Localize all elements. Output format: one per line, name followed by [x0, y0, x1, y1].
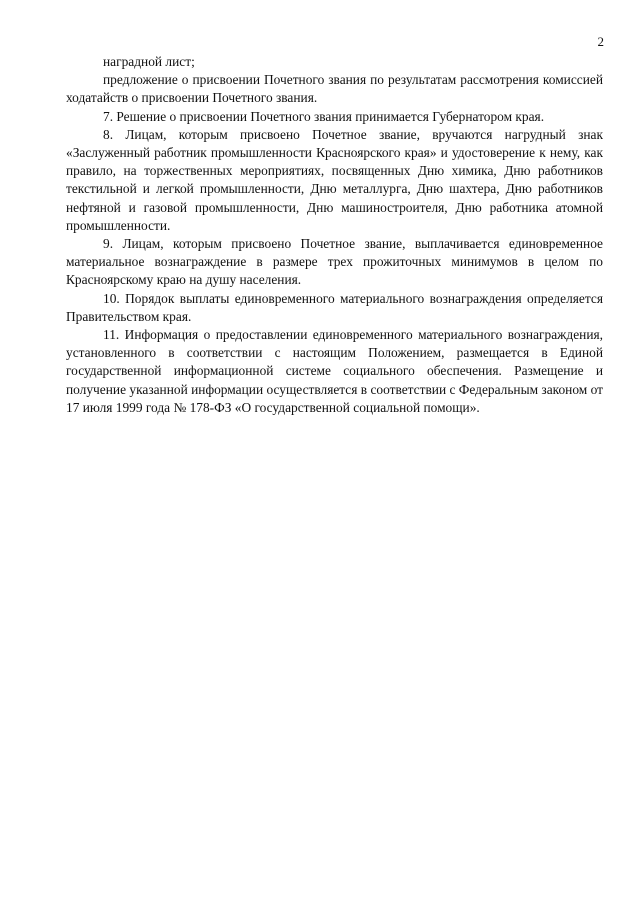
- page-number: 2: [597, 34, 604, 49]
- paragraph-item-9: 9. Лицам, которым присвоено Почетное звание, выплачивается единовременное материальное вознаграждение в размере трех прожиточных минимумов в целом по Красноярскому краю на душу населения.: [66, 236, 603, 288]
- document-body: [66, 53, 603, 417]
- paragraph-award-sheet: наградной лист;: [103, 54, 195, 69]
- paragraph-item-7: 7. Решение о присвоении Почетного звания принимается Губернатором края.: [103, 108, 545, 124]
- paragraph-item-11: 11. Информация о предоставлении единовременного материального вознаграждения, установленного в соответствии с настоящим Положением, размещается в Единой государственной информационной системе социального обеспечения. Размещение и получение указанной информации осуществляется в соответствии с Федеральным законом от 17 июля 1999 года № 178-ФЗ «О государственной социальной помощи».: [66, 327, 603, 415]
- paragraph-proposal: предложение о присвоении Почетного звания по результатам рассмотрения комиссией ходатайств о присвоении Почетного звания.: [66, 72, 603, 106]
- paragraph-item-8: 8. Лицам, которым присвоено Почетное звание, вручаются нагрудный знак «Заслуженный работник промышленности Красноярского края» и удостоверение к нему, как правило, на торжественных мероприятиях, посвященных Дню химика, Дню работников текстильной и легкой промышленности, Дню металлурга, Дню шахтера, Дню работников нефтяной и газовой промышленности, Дню машиностроителя, Дню работника атомной промышленности.: [66, 126, 603, 233]
- paragraph-item-10: 10. Порядок выплаты единовременного материального вознаграждения определяется Правительством края.: [66, 290, 603, 324]
